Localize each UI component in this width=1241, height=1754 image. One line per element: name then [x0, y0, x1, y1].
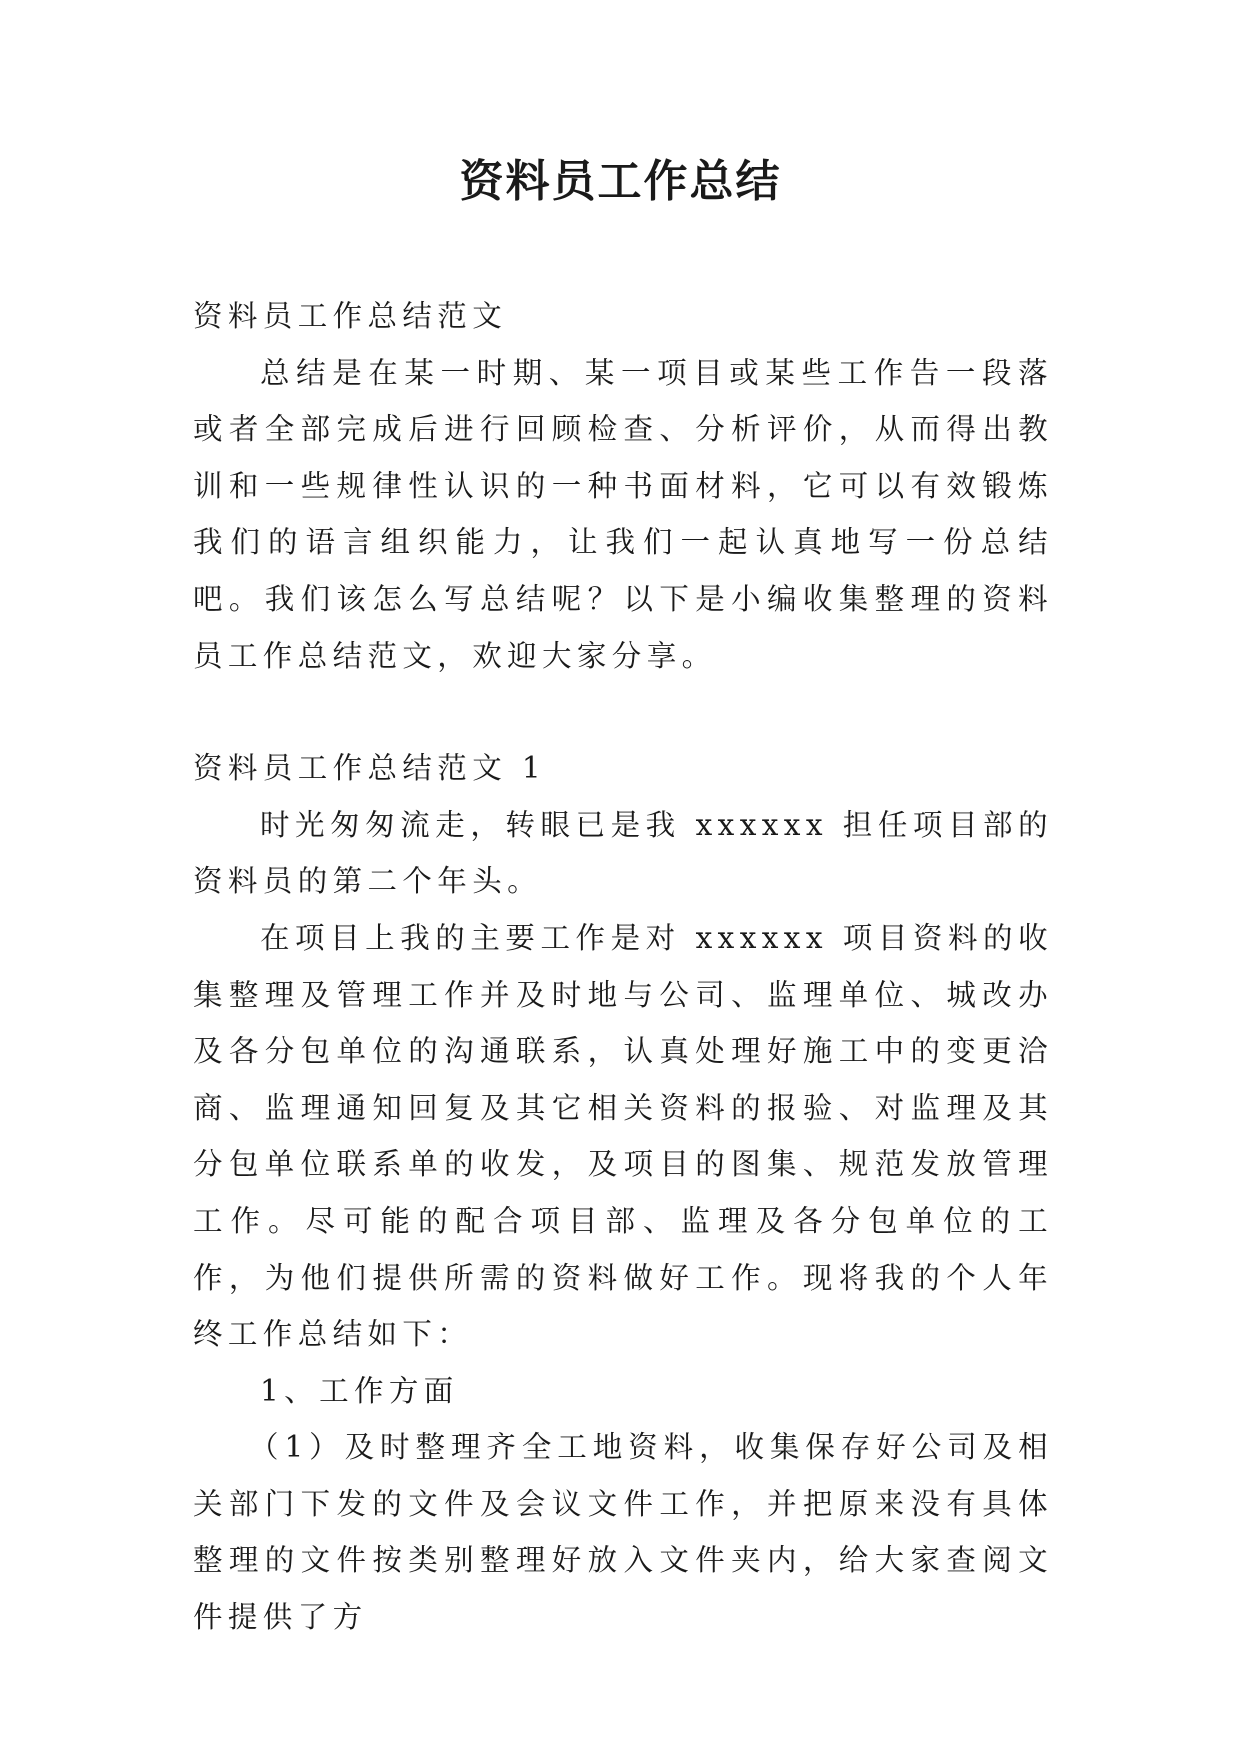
paragraph-spacer: [193, 684, 1053, 740]
body-paragraph: 时光匆匆流走，转眼已是我 xxxxxx 担任项目部的资料员的第二个年头。: [193, 807, 1053, 899]
document-title: 资料员工作总结: [459, 156, 782, 207]
list-heading: 1、工作方面: [260, 1373, 459, 1408]
section-heading: 资料员工作总结范文: [193, 299, 508, 333]
body-paragraph: 在项目上我的主要工作是对 xxxxxx 项目资料的收集整理及管理工作并及时地与公司、监理单位、城改办及各分包单位的沟通联系，认真处理好施工中的变更洽商、监理通知回复及其它相关资料的报验、对监理及其分包单位联系单的收发，及项目的图集、规范发放管理工作。尽可能的配合项目部、监理及各分包单位的工作，为他们提供所需的资料做好工作。现将我的个人年终工作总结如下：: [193, 920, 1053, 1352]
section-heading: 资料员工作总结范文 1: [193, 751, 547, 786]
intro-paragraph: 总结是在某一时期、某一项目或某些工作告一段落或者全部完成后进行回顾检查、分析评价，从而得出教训和一些规律性认识的一种书面材料，它可以有效锻炼我们的语言组织能力，让我们一起认真地写一份总结吧。我们该怎么写总结呢？以下是小编收集整理的资料员工作总结范文，欢迎大家分享。: [193, 355, 1053, 673]
document-body: [193, 288, 1053, 1646]
list-item-paragraph: （1）及时整理齐全工地资料，收集保存好公司及相关部门下发的文件及会议文件工作，并把原来没有具体整理的文件按类别整理好放入文件夹内，给大家查阅文件提供了方: [193, 1430, 1053, 1635]
